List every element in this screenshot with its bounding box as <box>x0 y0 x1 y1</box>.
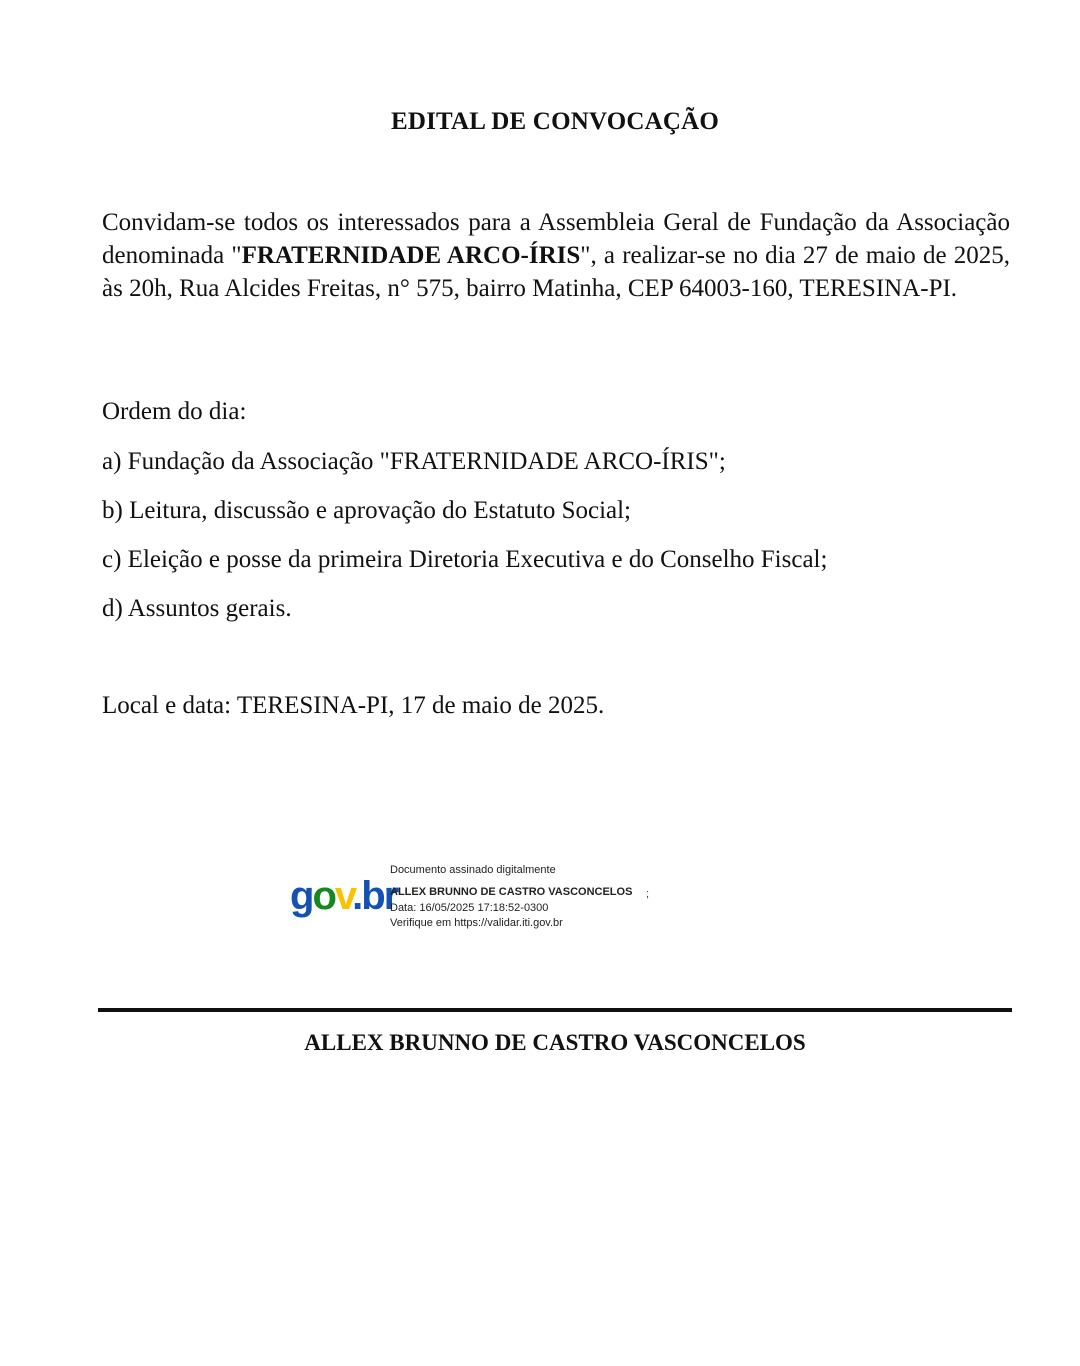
stamp-date: Data: 16/05/2025 17:18:52-0300 <box>390 902 549 914</box>
intro-text-before: Convidam-se todos os interessados para a Assembleia Geral de Fundação da Associação denominada " <box>102 209 1010 269</box>
association-name: FRATERNIDADE ARCO-ÍRIS <box>241 242 581 269</box>
intro-text-after: ", a realizar-se no dia 27 de maio de 2025, às 20h, Rua Alcides Freitas, n° 575, bairro Matinha, CEP 64003-160, TERESINA-PI. <box>102 242 1010 302</box>
agenda-item-d: d) Assuntos gerais. <box>102 595 292 622</box>
place-and-date: Local e data: TERESINA-PI, 17 de maio de 2025. <box>102 692 605 719</box>
stamp-mark: ; <box>646 888 650 900</box>
govbr-logo: gov.br <box>290 874 398 918</box>
signer-name: ALLEX BRUNNO DE CASTRO VASCONCELOS <box>304 1030 806 1055</box>
agenda-item-a: a) Fundação da Associação "FRATERNIDADE ARCO-ÍRIS"; <box>102 448 726 475</box>
stamp-label: Documento assinado digitalmente <box>390 864 556 876</box>
agenda-item-c: c) Eleição e posse da primeira Diretoria Executiva e do Conselho Fiscal; <box>102 546 828 573</box>
agenda-item-b: b) Leitura, discussão e aprovação do Estatuto Social; <box>102 497 632 524</box>
intro-paragraph <box>102 206 1010 305</box>
agenda-heading: Ordem do dia: <box>102 398 247 425</box>
stamp-signer: ALLEX BRUNNO DE CASTRO VASCONCELOS <box>390 886 633 898</box>
signature-line <box>98 1008 1012 1012</box>
stamp-verify: Verifique em https://validar.iti.gov.br <box>390 917 563 929</box>
page-title: EDITAL DE CONVOCAÇÃO <box>390 108 720 135</box>
